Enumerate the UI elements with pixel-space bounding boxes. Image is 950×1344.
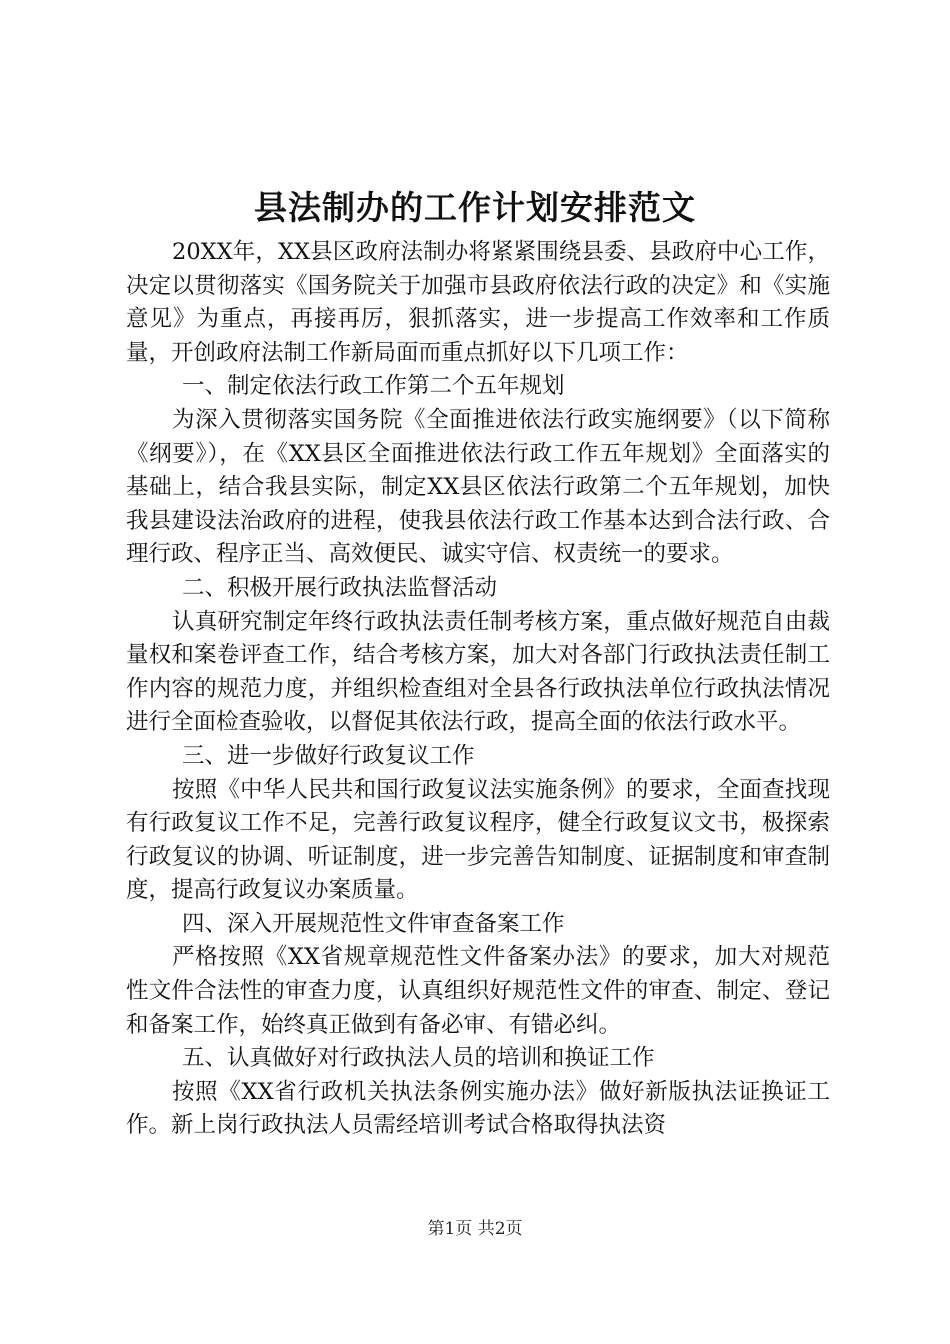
paragraph-section-1: 为深入贯彻落实国务院《全面推进依法行政实施纲要》（以下简称《纲要》），在《XX县区全面推进依法行政工作五年规划》全面落实的基础上，结合我县实际，制定XX县区依法行政第二个五年规划，加快我县建设法治政府的进程，使我县依法行政工作基本达到合法行政、合理行政、程序正当、高效便民、诚实守信、权责统一的要求。 xyxy=(126,406,830,568)
section-heading-5: 五、认真做好对行政执法人员的培训和换证工作 xyxy=(182,1045,655,1072)
section-heading-2: 二、积极开展行政执法监督活动 xyxy=(182,574,498,601)
paragraph-intro: 20XX年，XX县区政府法制办将紧紧围绕县委、县政府中心工作，决定以贯彻落实《国务院关于加强市县政府依法行政的决定》和《实施意见》为重点，再接再厉，狠抓落实，进一步提高工作效率和工作质量，开创政府法制工作新局面而重点抓好以下几项工作： xyxy=(126,239,830,366)
paragraph-section-2: 认真研究制定年终行政执法责任制考核方案，重点做好规范自由裁量权和案卷评查工作，结合考核方案，加大对各部门行政执法责任制工作内容的规范力度，并组织检查组对全县各行政执法单位行政执法情况进行全面检查验收，以督促其依法行政，提高全面的依法行政水平。 xyxy=(126,608,830,736)
section-heading-1: 一、制定依法行政工作第二个五年规划 xyxy=(182,373,565,400)
paragraph-section-5: 按照《XX省行政机关执法条例实施办法》做好新版执法证换证工作。新上岗行政执法人员需经培训考试合格取得执法资 xyxy=(126,1078,830,1139)
section-heading-4: 四、深入开展规范性文件审查备案工作 xyxy=(182,910,565,937)
paragraph-section-3: 按照《中华人民共和国行政复议法实施条例》的要求，全面查找现有行政复议工作不足，完善行政复议程序，健全行政复议文书，极探索行政复议的协调、听证制度，进一步完善告知制度、证据制度和审查制度，提高行政复议办案质量。 xyxy=(126,776,830,904)
paragraph-section-4: 严格按照《XX省规章规范性文件备案办法》的要求，加大对规范性文件合法性的审查力度，认真组织好规范性文件的审查、制定、登记和备案工作，始终真正做到有备必审、有错必纠。 xyxy=(126,944,830,1038)
document-body xyxy=(126,236,830,1143)
document-title: 县法制办的工作计划安排范文 xyxy=(254,188,696,227)
section-heading-3: 三、进一步做好行政复议工作 xyxy=(182,742,475,769)
page-number-footer: 第1页 共2页 xyxy=(427,1219,523,1239)
